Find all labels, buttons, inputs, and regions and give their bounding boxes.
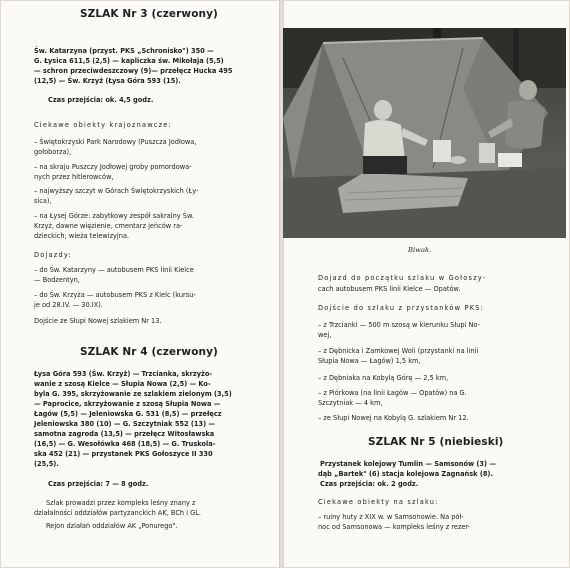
route-line: — Paprocice, skrzyżowanie z szosą Słupia Nowa — xyxy=(34,400,221,408)
route-line: (12,5) — Św. Krzyż (Łysa Góra 593 (15). xyxy=(34,77,181,85)
list-item: – ze Słupi Nowej na Kobylą G. szlakiem Nr 12. xyxy=(318,414,469,422)
list-item: nych przez hitlerowców, xyxy=(34,173,114,181)
route-line: Przystanek kolejowy Tumlin — Samsonów (3) — xyxy=(320,460,496,468)
route-line: Św. Katarzyna (przyst. PKS „Schronisko") 350 — xyxy=(34,47,214,55)
list-item: – na skraju Puszczy Jodłowej groby pomordowa- xyxy=(34,163,192,171)
list-item: gołoborza), xyxy=(34,148,72,156)
list-item: – do Św. Krzyża — autobusem PKS z Kielc (kursu- xyxy=(34,291,196,299)
camping-photo xyxy=(283,28,566,238)
list-item: sica), xyxy=(34,197,52,205)
trail-3-objects-heading: Ciekawe obiekty krajoznawcze: xyxy=(34,121,172,129)
desc-line: Rejon działań oddziałów AK „Ponurego". xyxy=(46,522,178,530)
desc-line: Szlak prowadzi przez kompleks leśny znany z xyxy=(46,499,196,507)
route-line: (25,5). xyxy=(34,460,59,468)
list-item: – z Dębnicka i Zamkowej Woli (przystanki na linii xyxy=(318,347,479,355)
list-item: wej, xyxy=(318,331,332,339)
trail-5-objects-heading: Ciekawe obiekty na szlaku: xyxy=(318,498,439,506)
list-item: Krzyż, dawne więzienie, cmentarz jeńców ra- xyxy=(34,222,183,230)
trail-3-dojazdy-heading: Dojazdy: xyxy=(34,251,72,259)
list-item: – ruiny huty z XIX w. w Samsonowie. Na pół- xyxy=(318,513,464,521)
list-item: Słupia Nowa — Łagów) 1,5 km, xyxy=(318,357,421,365)
route-line: Czas przejścia: ok. 2 godz. xyxy=(320,480,419,488)
route-line: Łagów (5,5) — Jeleniowska G. 531 (8,5) — przełęcz xyxy=(34,410,222,418)
list-item: – Świętokrzyski Park Narodowy (Puszcza Jodłowa, xyxy=(34,138,197,146)
list-item: je od 28.IV. — 30.IX). xyxy=(34,301,103,309)
route-line: Jeleniowska 380 (10) — G. Szczytniak 552 (13) — xyxy=(34,420,215,428)
trail-4-title: SZLAK Nr 4 (czerwony) xyxy=(80,346,218,358)
list-item: – do Św. Katarzyny — autobusem PKS linii Kielce xyxy=(34,266,194,274)
desc-line: działalności oddziałów partyzanckich AK, BCh i GL. xyxy=(34,509,202,517)
route-line: Łysa Góra 593 (Św. Krzyż) — Trzcianka, skrzyżo- xyxy=(34,370,213,378)
dojscia-heading: Dojście do szlaku z przystanków PKS: xyxy=(318,304,485,312)
list-item: Szczytniak — 4 km, xyxy=(318,399,383,407)
camping-photo-illustration xyxy=(283,28,566,238)
trail-5-title: SZLAK Nr 5 (niebieski) xyxy=(368,436,504,448)
list-item: – z Dębniaka na Kobylą Górę — 2,5 km, xyxy=(318,374,449,382)
list-item: – z Piórkowa (na linii Łagów — Opatów) na G. xyxy=(318,389,467,397)
route-line: (16,5) — G. Wesołówka 468 (18,5) — G. Truskola- xyxy=(34,440,216,448)
route-line: — schron przeciwdeszczowy (9)— przełęcz Hucka 495 xyxy=(34,67,233,75)
route-line: dąb „Bartek" (6) stacja kolejowa Zagnańsk (8). xyxy=(318,470,493,478)
route-line: wanie z szosą Kielce — Słupia Nowa (2,5) — Ko- xyxy=(34,380,211,388)
route-line: samotna zagroda (13,5) — przełęcz Witosławska xyxy=(34,430,215,438)
access-line: cach autobusem PKS linii Kielce — Opatów. xyxy=(318,285,461,293)
list-item: dzieckich; wieża telewizyjna. xyxy=(34,232,130,240)
list-item: – najwyższy szczyt w Górach Świętokrzyskich (Ły- xyxy=(34,187,199,195)
access-line: Dojazd do początku szlaku w Gołoszy- xyxy=(318,274,487,282)
trail-3-title: SZLAK Nr 3 (czerwony) xyxy=(80,8,218,20)
list-item: — Bodzentyn, xyxy=(34,276,80,284)
route-line: G. Łysica 611,5 (2,5) — kapliczka św. Mikołaja (5,5) xyxy=(34,57,224,65)
list-item: noc od Samsonowa — kompleks leśny z rezer- xyxy=(318,523,471,531)
trail-4-time: Czas przejścia: 7 — 8 godz. xyxy=(48,480,149,488)
list-item: – z Trzcianki — 500 m szosą w kierunku Słupi No- xyxy=(318,321,480,329)
photo-caption: Biwak. xyxy=(408,246,432,254)
list-item: Dojście ze Słupi Nowej szlakiem Nr 13. xyxy=(34,317,162,325)
trail-3-time: Czas przejścia: ok. 4,5 godz. xyxy=(48,96,154,104)
route-line: ska 452 (21) — przystanek PKS Gołoszyce II 330 xyxy=(34,450,213,458)
list-item: – na Łysej Górze: zabytkowy zespół sakralny Św. xyxy=(34,212,194,220)
route-line: byla G. 395, skrzyżowanie ze szlakiem zielonym (3,5) xyxy=(34,390,232,398)
